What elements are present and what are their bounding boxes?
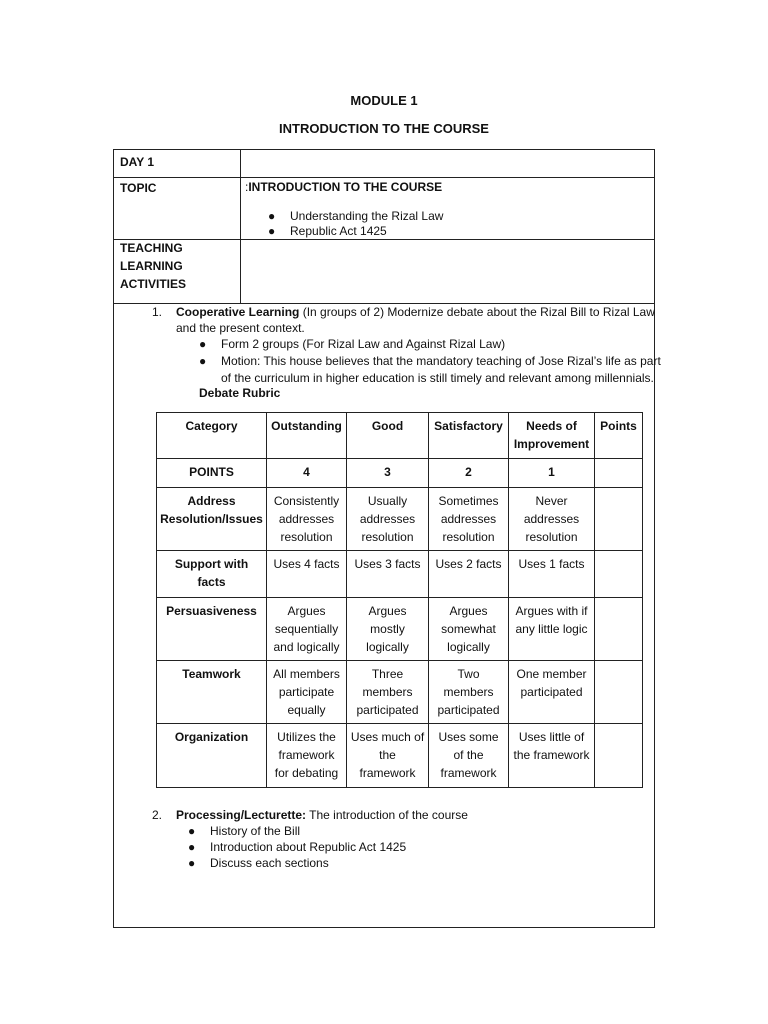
rubric-header-cell: Points bbox=[595, 413, 643, 459]
rubric-cell bbox=[595, 459, 643, 488]
rubric-cell: Consistently addresses resolution bbox=[267, 488, 347, 551]
rubric-cell bbox=[595, 551, 643, 598]
rubric-row bbox=[157, 551, 643, 598]
debate-rubric-table bbox=[156, 412, 643, 788]
topic-colon: : bbox=[245, 180, 249, 194]
module-title: MODULE 1 bbox=[350, 93, 418, 108]
rubric-cell: Uses 4 facts bbox=[267, 551, 347, 598]
rubric-cell: Three members participated bbox=[347, 661, 429, 724]
bullet-icon: ● bbox=[199, 354, 207, 368]
rubric-cell: Uses much of the framework bbox=[347, 724, 429, 788]
rubric-cell: Usually addresses resolution bbox=[347, 488, 429, 551]
rubric-cell: Never addresses resolution bbox=[509, 488, 595, 551]
rubric-points-row bbox=[157, 459, 643, 488]
activity2-desc: The introduction of the course bbox=[306, 808, 468, 822]
activity2-line bbox=[176, 807, 468, 823]
topic-bullet-text: Republic Act 1425 bbox=[290, 224, 387, 238]
module-subtitle: INTRODUCTION TO THE COURSE bbox=[279, 121, 489, 136]
topic-bullet-text: Understanding the Rizal Law bbox=[290, 209, 444, 223]
row-divider bbox=[114, 177, 654, 178]
rubric-category-cell: Teamwork bbox=[157, 661, 267, 724]
rubric-header-row bbox=[157, 413, 643, 459]
rubric-cell: Argues mostly logically bbox=[347, 598, 429, 661]
day-label: DAY 1 bbox=[120, 155, 155, 169]
activity1-bullet-text: Motion: This house believes that the mandatory teaching of Jose Rizal’s life as part bbox=[221, 354, 661, 368]
bullet-icon: ● bbox=[268, 209, 276, 223]
rubric-row bbox=[157, 724, 643, 788]
rubric-row bbox=[157, 488, 643, 551]
topic-text: INTRODUCTION TO THE COURSE bbox=[248, 180, 443, 194]
rubric-cell: 1 bbox=[509, 459, 595, 488]
activity1-name: Cooperative Learning bbox=[176, 305, 300, 319]
rubric-cell: Uses 2 facts bbox=[429, 551, 509, 598]
rubric-cell: Utilizes the framework for debating bbox=[267, 724, 347, 788]
rubric-cell: Two members participated bbox=[429, 661, 509, 724]
rubric-cell bbox=[595, 661, 643, 724]
rubric-cell: POINTS bbox=[157, 459, 267, 488]
rubric-category-cell: Organization bbox=[157, 724, 267, 788]
activity1-desc: (In groups of 2) Modernize debate about the Rizal Bill to Rizal Law bbox=[299, 305, 655, 319]
topic-value bbox=[245, 180, 442, 194]
bullet-icon: ● bbox=[268, 224, 276, 238]
bullet-icon: ● bbox=[188, 856, 196, 870]
activity-number: 2. bbox=[152, 808, 163, 822]
rubric-header-cell: Needs of Improvement bbox=[509, 413, 595, 459]
rubric-cell: All members participate equally bbox=[267, 661, 347, 724]
activity2-bullet-text: Discuss each sections bbox=[210, 856, 329, 870]
activities-label-line: ACTIVITIES bbox=[120, 277, 187, 291]
activity2-bullet-text: History of the Bill bbox=[210, 824, 301, 838]
rubric-header-cell: Category bbox=[157, 413, 267, 459]
activity1-bullet-text: Form 2 groups (For Rizal Law and Against Rizal Law) bbox=[221, 337, 506, 351]
rubric-header-cell: Good bbox=[347, 413, 429, 459]
rubric-category-cell: Address Resolution/Issues bbox=[157, 488, 267, 551]
rubric-cell bbox=[595, 598, 643, 661]
activity2-name: Processing/Lecturette: bbox=[176, 808, 307, 822]
bullet-icon: ● bbox=[188, 840, 196, 854]
rubric-cell: 2 bbox=[429, 459, 509, 488]
rubric-cell: Uses little of the framework bbox=[509, 724, 595, 788]
column-divider bbox=[240, 150, 241, 303]
rubric-category-cell: Persuasiveness bbox=[157, 598, 267, 661]
rubric-title: Debate Rubric bbox=[199, 386, 281, 400]
rubric-header-cell: Outstanding bbox=[267, 413, 347, 459]
rubric-category-cell: Support with facts bbox=[157, 551, 267, 598]
rubric-cell: Argues with if any little logic bbox=[509, 598, 595, 661]
rubric-cell: Uses 3 facts bbox=[347, 551, 429, 598]
rubric-cell: 3 bbox=[347, 459, 429, 488]
rubric-cell: Argues sequentially and logically bbox=[267, 598, 347, 661]
rubric-cell: 4 bbox=[267, 459, 347, 488]
activity1-line2: and the present context. bbox=[176, 321, 305, 335]
rubric-cell: Uses 1 facts bbox=[509, 551, 595, 598]
activity-number: 1. bbox=[152, 305, 163, 319]
bullet-icon: ● bbox=[188, 824, 196, 838]
row-divider bbox=[114, 239, 654, 240]
rubric-cell: Argues somewhat logically bbox=[429, 598, 509, 661]
activities-label-line: TEACHING bbox=[120, 241, 183, 255]
activities-label-line: LEARNING bbox=[120, 259, 183, 273]
rubric-cell: One member participated bbox=[509, 661, 595, 724]
activity1-bullet-continuation: of the curriculum in higher education is still timely and relevant among millennials. bbox=[221, 371, 654, 385]
rubric-row bbox=[157, 598, 643, 661]
rubric-header-cell: Satisfactory bbox=[429, 413, 509, 459]
activity1-line1 bbox=[176, 304, 655, 320]
topic-label: TOPIC bbox=[120, 181, 157, 195]
rubric-row bbox=[157, 661, 643, 724]
rubric-cell bbox=[595, 724, 643, 788]
activity2-bullet-text: Introduction about Republic Act 1425 bbox=[210, 840, 407, 854]
rubric-cell: Uses some of the framework bbox=[429, 724, 509, 788]
rubric-cell bbox=[595, 488, 643, 551]
bullet-icon: ● bbox=[199, 337, 207, 351]
rubric-cell: Sometimes addresses resolution bbox=[429, 488, 509, 551]
